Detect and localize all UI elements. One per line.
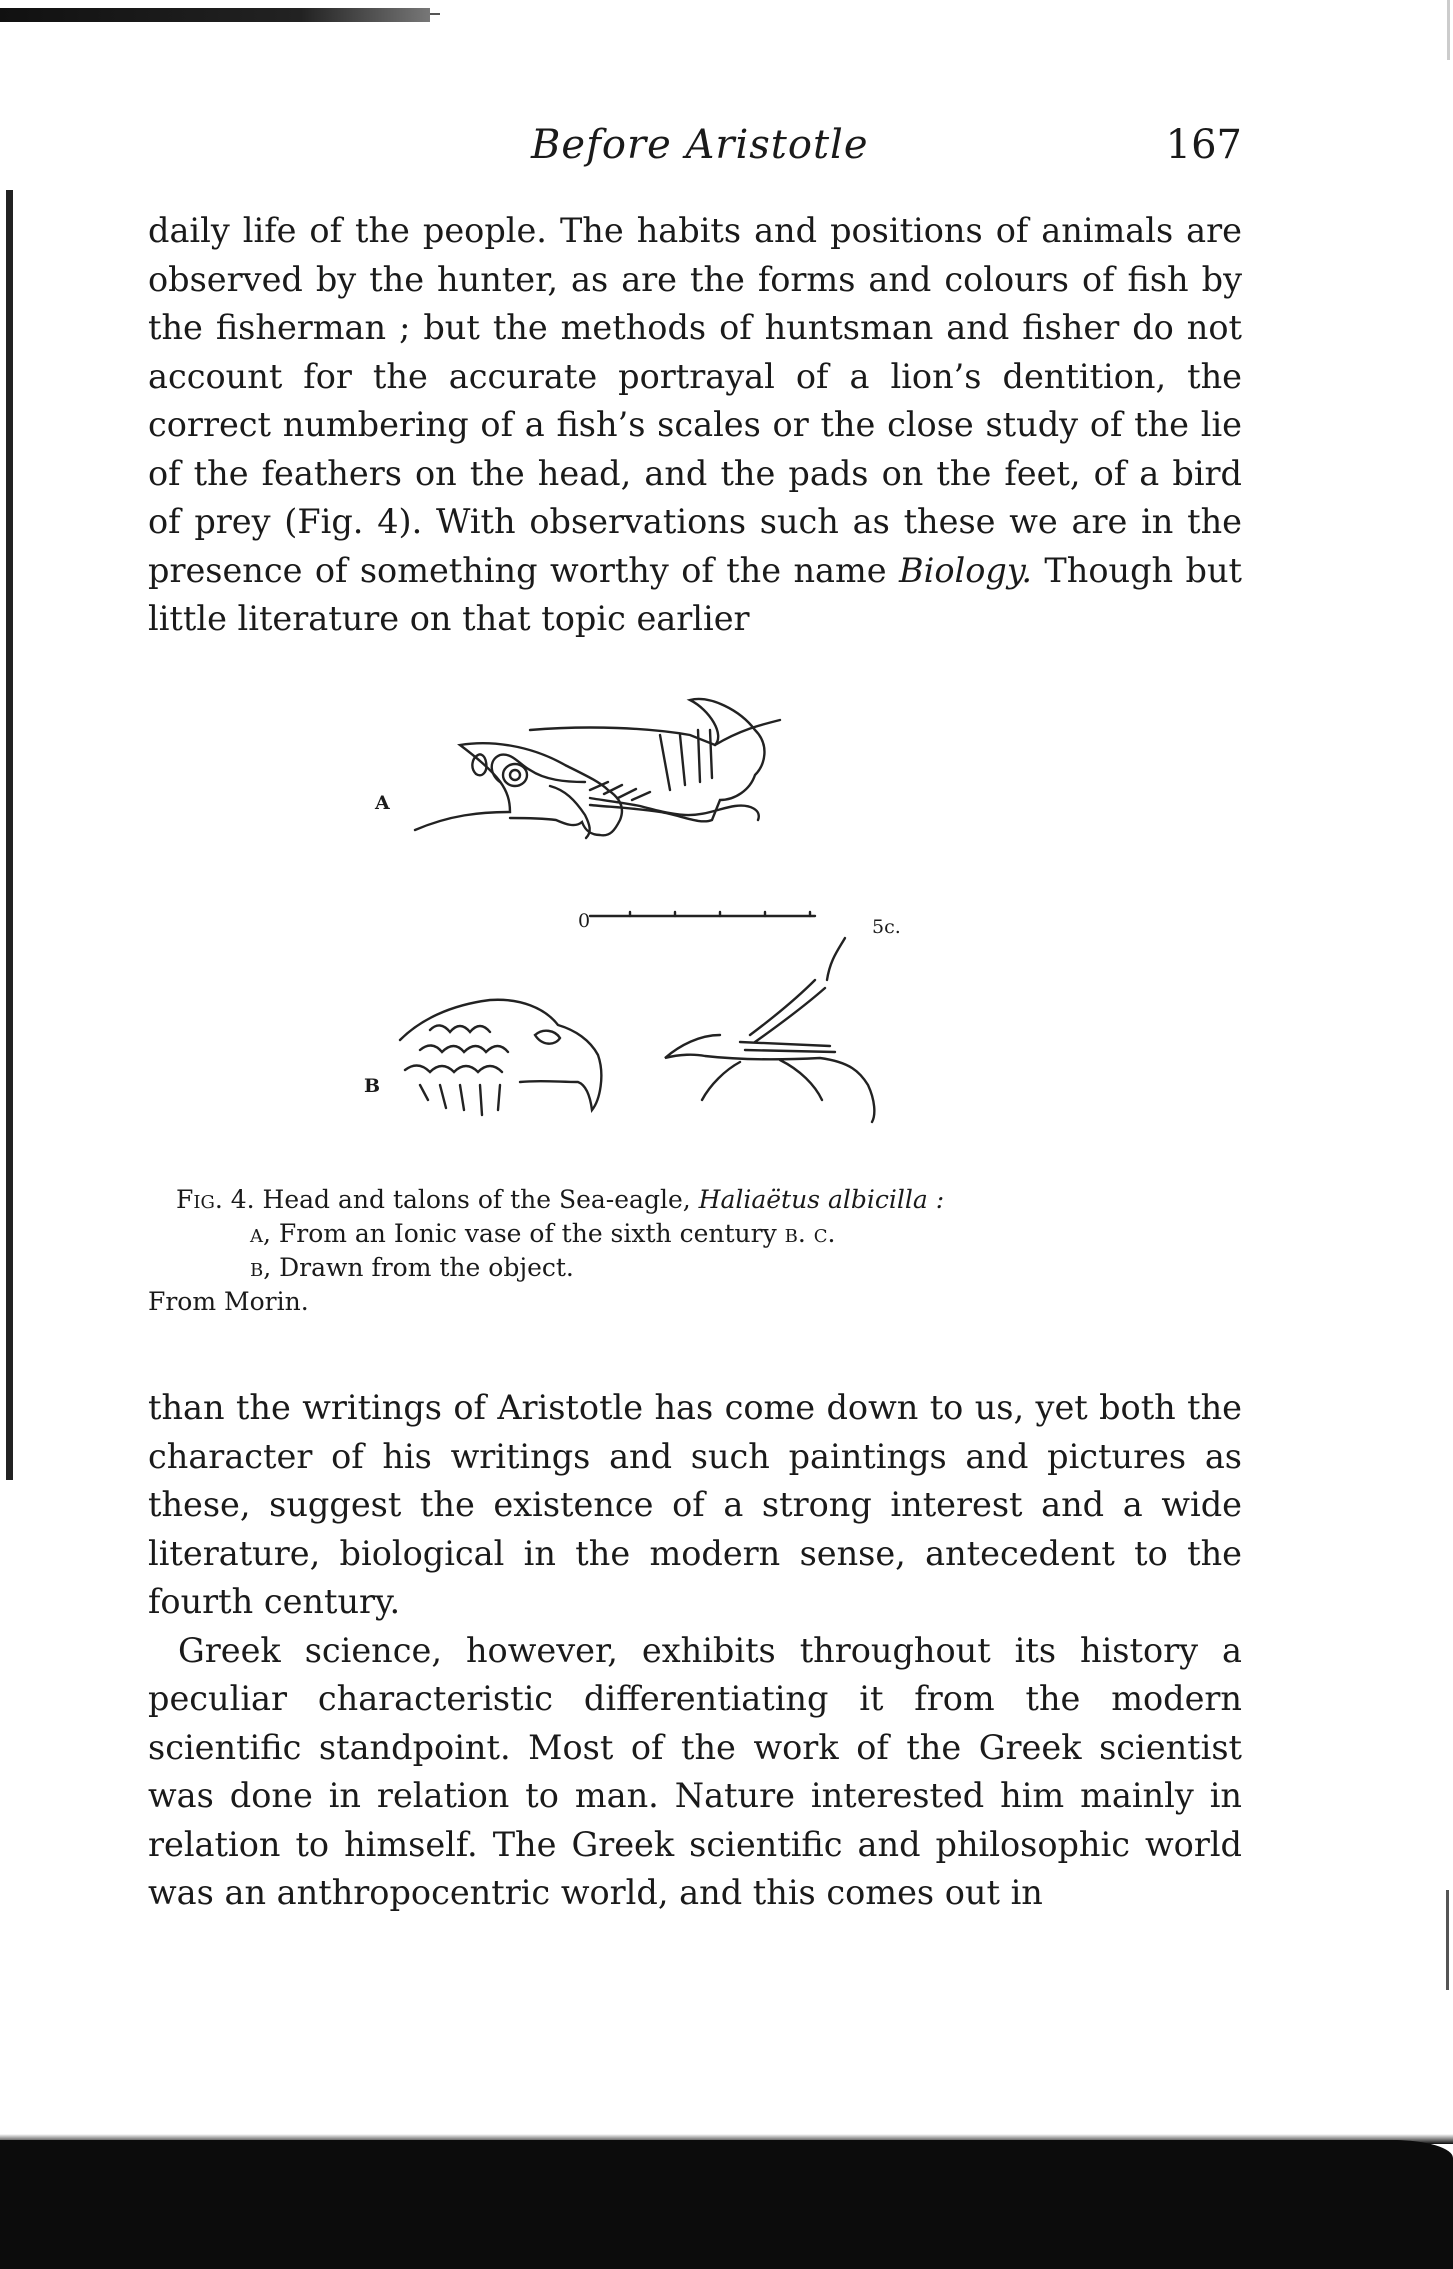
drawn-talon-outline <box>665 1035 874 1122</box>
body-paragraphs-2 <box>148 1384 1242 1918</box>
page-number: 167 <box>1165 122 1242 168</box>
drawn-head-outline <box>400 1000 601 1110</box>
caption-line-3 <box>148 1251 1048 1285</box>
caption-line-2 <box>148 1217 1048 1251</box>
body-text-1-italic: Biology. <box>899 550 1032 590</box>
vase-talon-leg <box>660 730 712 790</box>
scale-start-label: 0 <box>578 910 591 932</box>
drawn-talon-claw <box>827 938 845 980</box>
caption-species: Haliaëtus albicilla : <box>698 1185 945 1214</box>
drawn-head-feathers <box>405 1025 508 1115</box>
figure-caption <box>148 1183 1048 1319</box>
scan-right-edge-mark <box>1446 1890 1449 1990</box>
body-text-1-end: Though but little literature on that topic earlier <box>148 550 1242 638</box>
scan-bottom-shadow <box>0 2140 1453 2269</box>
scan-top-edge-line <box>430 13 440 15</box>
body-paragraph-1 <box>148 207 1242 644</box>
caption-line-1 <box>148 1183 1048 1217</box>
caption-letter-b: b <box>250 1253 264 1282</box>
vase-talon-hatch <box>590 782 650 800</box>
body-text-1: daily life of the people. The habits and positions of animals are observed by the hunter, as are the forms and colours of fish by the fisherman ; but the methods of huntsman and fisher do not account for the accurate portrayal of a lion’s dentition, the correct numbering of a fish’s scales or the close study of the lie of the feathers on the head, and the pads on the feet, of a bird of prey (Fig. 4). With observations such as these we are in the presence of something worthy of the name <box>148 211 1242 590</box>
figure-label-a: A <box>375 792 390 814</box>
caption-line-1-text: Head and talons of the Sea-eagle, <box>262 1185 691 1214</box>
eagle-figure <box>360 690 1000 1170</box>
scale-end-label: 5c. <box>872 916 901 938</box>
vase-talon-toes <box>492 755 759 820</box>
running-title: Before Aristotle <box>531 122 869 168</box>
body-text-3: Greek science, however, exhibits throughout its history a peculiar characteristic differentiating it from the modern scientific standpoint. Most of the work of the Greek scientist was done in relation to man. Nature interested him mainly in relation to himself. The Greek scientific and philosophic world was an anthropocentric world, and this comes out in <box>148 1630 1242 1912</box>
figure-label-b: B <box>364 1075 381 1097</box>
scan-right-edge-top <box>1447 0 1450 60</box>
scan-top-edge <box>0 8 430 22</box>
vase-head-pupil <box>510 770 520 780</box>
drawn-head-eye <box>535 1031 560 1044</box>
caption-fig-label: Fig. 4. <box>176 1185 255 1214</box>
caption-line-2-text: , From an Ionic vase of the sixth century <box>263 1219 777 1248</box>
vase-talon-outline <box>530 699 764 821</box>
caption-bc: b. c. <box>784 1219 836 1248</box>
caption-line-4: From Morin. <box>148 1287 309 1316</box>
caption-letter-a: a <box>250 1219 263 1248</box>
vase-head-eye-2 <box>503 764 527 786</box>
vase-head-beak <box>550 786 590 838</box>
caption-line-3-text: , Drawn from the object. <box>263 1253 574 1282</box>
page-header <box>148 122 1242 182</box>
vase-talon-line <box>715 720 780 745</box>
scan-left-binding-shadow <box>6 190 13 1480</box>
body-text-2: than the writings of Aristotle has come down to us, yet both the character of his writings and such paintings and pictures as these, suggest the existence of a strong interest and a wide literature, biological in the modern sense, antecedent to the fourth century. <box>148 1388 1242 1621</box>
eagle-illustration <box>360 690 1000 1170</box>
drawn-talon-scales <box>740 980 835 1052</box>
